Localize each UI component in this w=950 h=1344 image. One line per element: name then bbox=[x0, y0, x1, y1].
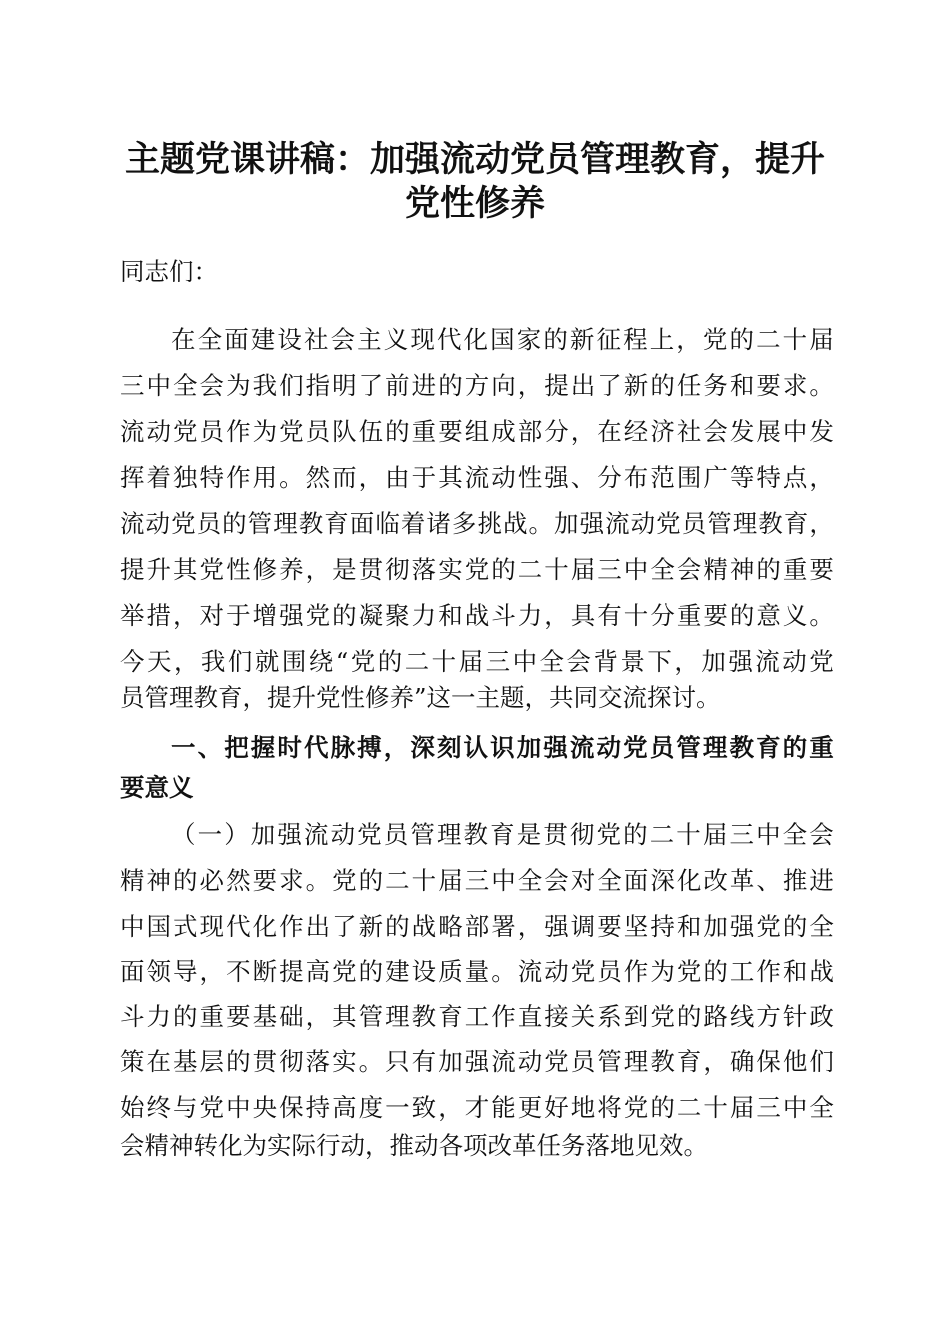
document-title-line-2: 党性修养 bbox=[404, 183, 545, 224]
subsection-1-line: 会精神转化为实际行动，推动各项改革任务落地见效。 bbox=[120, 1131, 708, 1160]
intro-line: 在 全 面 建 设 社 会 主 义 现 代 化 国 家 的 新 征 程 上 ， 党 的 二 十 届 bbox=[171, 325, 834, 354]
intro-line: 流 动 党 员 作 为 党 员 队 伍 的 重 要 组 成 部 分 ， 在 经 济 社 会 发 展 中 发 bbox=[120, 417, 834, 446]
intro-line: 员管理教育，提升党性修养”这一主题，共同交流探讨。 bbox=[120, 683, 721, 712]
intro-line: 挥 着 独 特 作 用 。 然 而 ， 由 于 其 流 动 性 强 、 分 布 范 围 广 等 特 点 ， bbox=[120, 463, 834, 492]
intro-line: 今 天 ， 我 们 就 围 绕 “ 党 的 二 十 届 三 中 全 会 背 景 下 ， 加 强 流 动 党 bbox=[120, 647, 834, 676]
intro-line: 提 升 其 党 性 修 养 ， 是 贯 彻 落 实 党 的 二 十 届 三 中 全 会 精 神 的 重 要 bbox=[120, 555, 834, 584]
subsection-1-line: 始 终 与 党 中 央 保 持 高 度 一 致 ， 才 能 更 好 地 将 党 的 二 十 届 三 中 全 bbox=[120, 1093, 834, 1122]
intro-line: 流 动 党 员 的 管 理 教 育 面 临 着 诸 多 挑 战 。 加 强 流 动 党 员 管 理 教 育 ， bbox=[120, 509, 834, 538]
section-1-heading: 一 、 把 握 时 代 脉 搏 ， 深 刻 认 识 加 强 流 动 党 员 管 理 教 育 的 重 bbox=[171, 733, 834, 762]
greeting: 同志们： bbox=[120, 257, 218, 286]
subsection-1-line: （ 一 ） 加 强 流 动 党 员 管 理 教 育 是 贯 彻 党 的 二 十 届 三 中 全 会 bbox=[171, 820, 834, 849]
subsection-1-line: 中 国 式 现 代 化 作 出 了 新 的 战 略 部 署 ， 强 调 要 坚 持 和 加 强 党 的 全 bbox=[120, 912, 834, 941]
subsection-1-line: 策 在 基 层 的 贯 彻 落 实 。 只 有 加 强 流 动 党 员 管 理 教 育 ， 确 保 他 们 bbox=[120, 1047, 834, 1076]
subsection-1-line: 精 神 的 必 然 要 求 。 党 的 二 十 届 三 中 全 会 对 全 面 深 化 改 革 、 推 进 bbox=[120, 866, 834, 895]
intro-line: 举 措 ， 对 于 增 强 党 的 凝 聚 力 和 战 斗 力 ， 具 有 十 分 重 要 的 意 义 。 bbox=[120, 601, 834, 630]
subsection-1-line: 面 领 导 ， 不 断 提 高 党 的 建 设 质 量 。 流 动 党 员 作 为 党 的 工 作 和 战 bbox=[120, 957, 834, 986]
section-1-heading-cont: 要意义 bbox=[120, 773, 194, 802]
subsection-1-line: 斗 力 的 重 要 基 础 ， 其 管 理 教 育 工 作 直 接 关 系 到 党 的 路 线 方 针 政 bbox=[120, 1002, 834, 1031]
document-title-line-1: 主题党课讲稿：加强流动党员管理教育，提升 bbox=[124, 139, 825, 180]
intro-line: 三 中 全 会 为 我 们 指 明 了 前 进 的 方 向 ， 提 出 了 新 的 任 务 和 要 求 。 bbox=[120, 371, 834, 400]
